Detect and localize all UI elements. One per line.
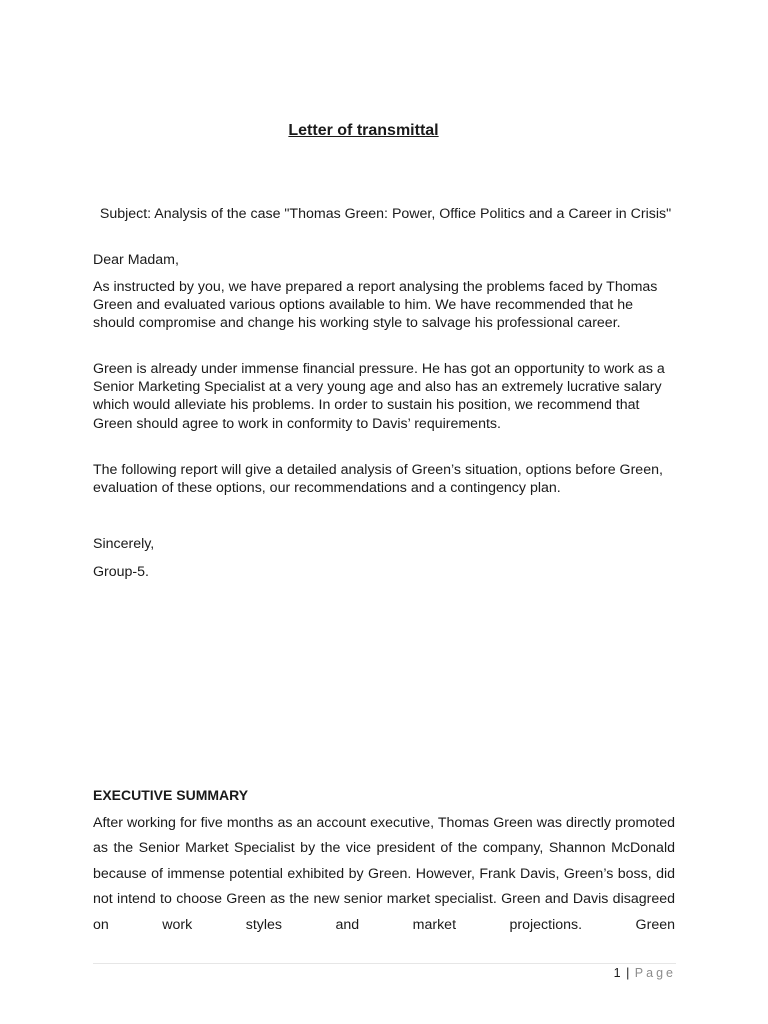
footer-divider	[93, 963, 676, 964]
page-label: Page	[634, 966, 676, 980]
letter-subject: Subject: Analysis of the case "Thomas Green: Power, Office Politics and a Career in Crisis"	[99, 206, 672, 222]
letter-title: Letter of transmittal	[288, 122, 439, 139]
page-number: 1	[613, 966, 621, 980]
page-separator: |	[626, 966, 630, 980]
signature: Group-5.	[93, 564, 149, 580]
executive-summary-body: After working for five months as an account executive, Thomas Green was directly promoted as the Senior Market Specialist by the vice president of the company, Shannon McDonald because of immense potential exhibited by Green. However, Frank Davis, Green’s boss, did not intend to choose Green as the new senior market specialist. Green and Davis disagreed on work styles and market projections. Green	[93, 815, 675, 933]
closing: Sincerely,	[93, 536, 155, 552]
letter-paragraph-2: Green is already under immense financial pressure. He has got an opportunity to work as a Senior Marketing Specialist at a very young age and also has an extremely lucrative salary which would alleviate his problems. In order to sustain his position, we recommend that Green should agree to work in conformity to Davis’ requirements.	[93, 361, 665, 432]
salutation: Dear Madam,	[93, 252, 179, 268]
executive-summary-heading: EXECUTIVE SUMMARY	[93, 787, 249, 803]
page-footer	[614, 965, 676, 981]
letter-paragraph-3: The following report will give a detailed analysis of Green’s situation, options before Green, evaluation of these options, our recommendations and a contingency plan.	[93, 462, 663, 497]
letter-paragraph-1: As instructed by you, we have prepared a report analysing the problems faced by Thomas Green and evaluated various options available to him. We have recommended that he should compromise and change his working style to salvage his professional career.	[93, 279, 658, 332]
